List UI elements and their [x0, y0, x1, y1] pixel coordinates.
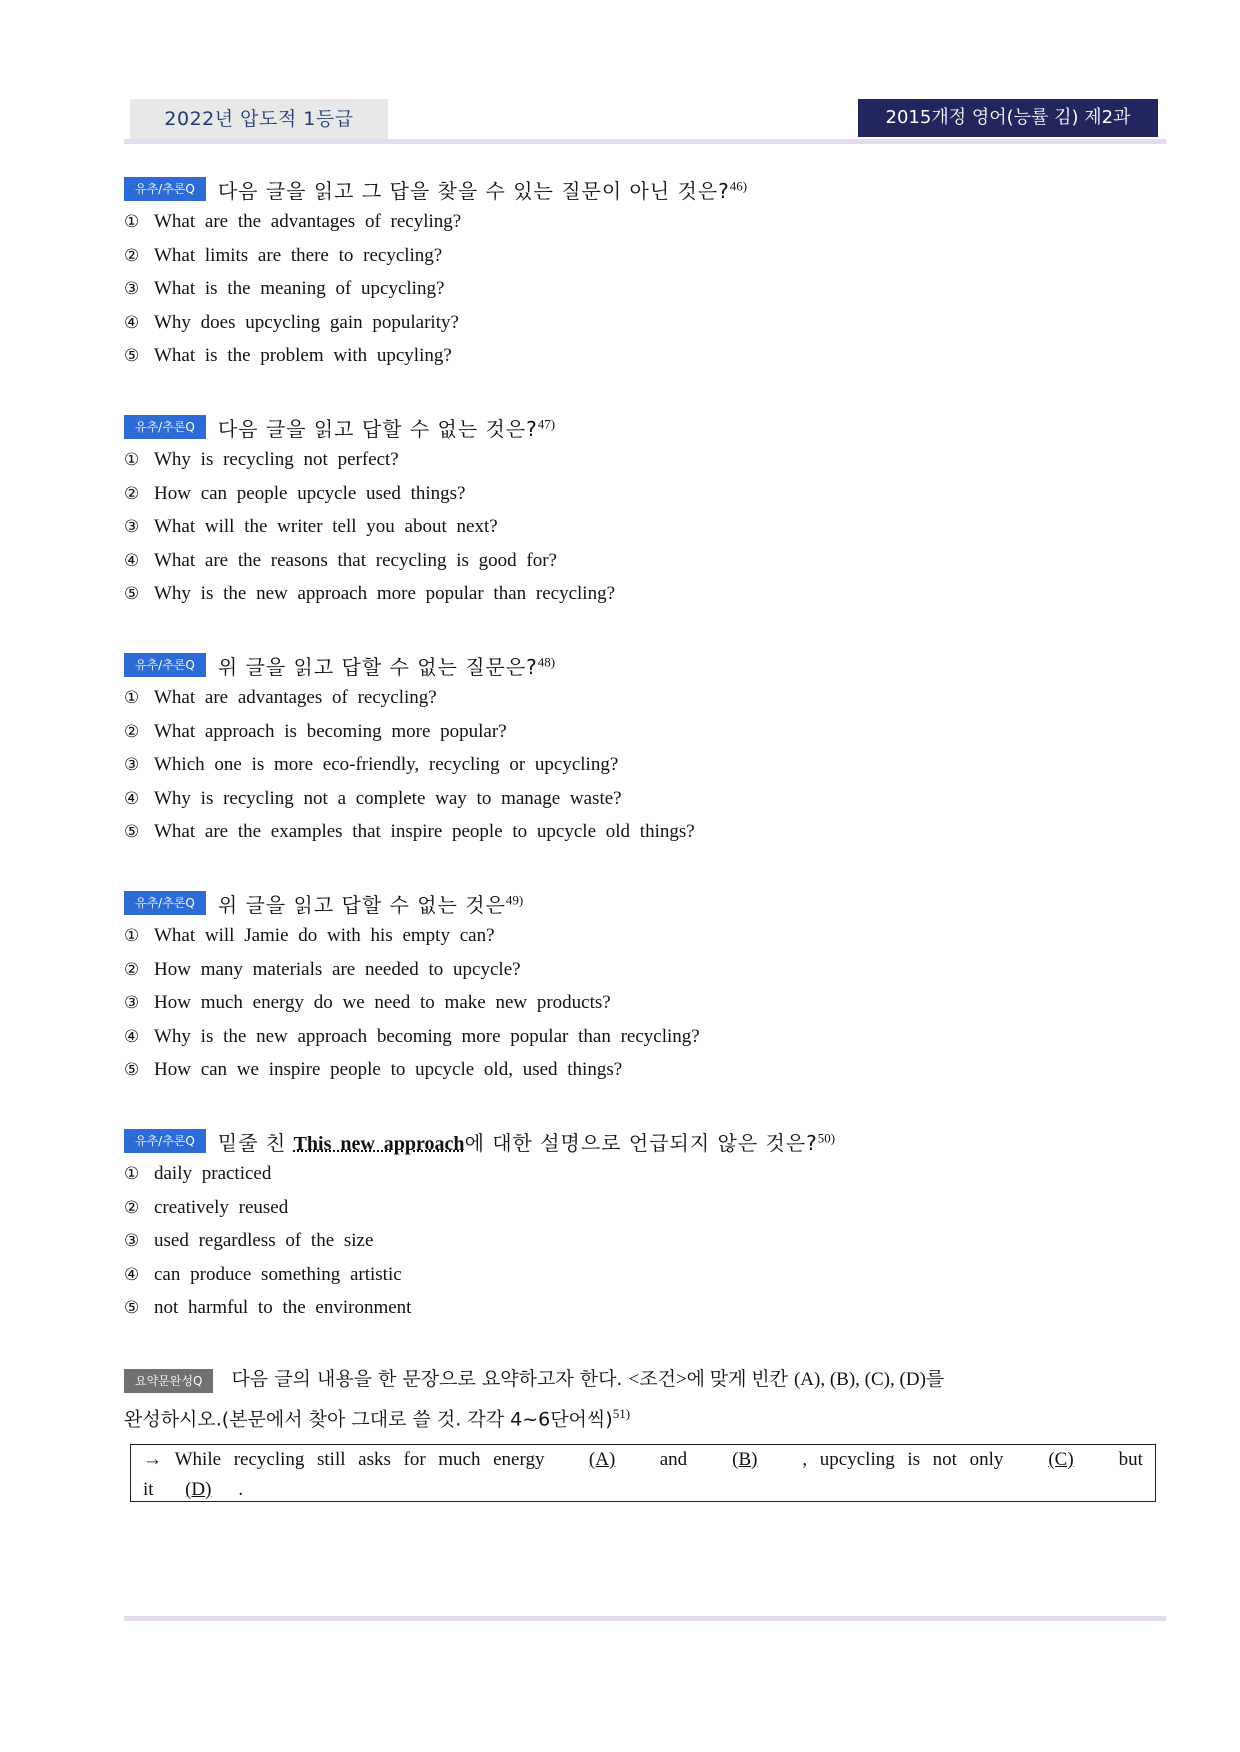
question-51: [124, 1362, 1174, 1436]
option-3[interactable]: ③ What is the meaning of upcycling?: [124, 278, 445, 299]
footnote-ref: 47): [537, 415, 556, 431]
question-header: [124, 1125, 1174, 1157]
question-text: 다음 글을 읽고 답할 수 없는 것은?$^{47)}$: [217, 415, 556, 441]
option-2[interactable]: ② How can people upcycle used things?: [124, 482, 466, 504]
question-text: 다음 글을 읽고 그 답을 찾을 수 있는 질문이 아닌 것은?$^{46)}$: [217, 177, 748, 203]
question-tag: 유추/추론Q: [124, 177, 206, 201]
option-1[interactable]: ① daily practiced: [124, 1163, 272, 1184]
underlined-phrase: This new approach: [293, 1132, 465, 1155]
question-tag: 유추/추론Q: [124, 415, 206, 439]
question-47: [124, 411, 1174, 611]
option-5[interactable]: ⑤ What is the problem with upcyling?: [124, 345, 452, 366]
blank-a[interactable]: (A): [588, 1449, 616, 1470]
option-4[interactable]: ④ can produce something artistic: [124, 1263, 402, 1285]
question-tag: 유추/추론Q: [124, 891, 206, 915]
question-header: [124, 887, 1174, 919]
page-header: [124, 99, 1166, 145]
option-5[interactable]: ⑤ How can we inspire people to upcycle old, used things?: [124, 1059, 623, 1080]
blank-d[interactable]: (D): [185, 1479, 212, 1500]
header-title-right: 2015개정 영어(능률 김) 제2과: [858, 99, 1158, 137]
option-5[interactable]: ⑤ Why is the new approach more popular than recycling?: [124, 583, 616, 604]
option-2[interactable]: ② How many materials are needed to upcycle?: [124, 958, 521, 980]
option-5[interactable]: ⑤ What are the examples that inspire people to upcycle old things?: [124, 821, 695, 842]
option-1[interactable]: ① What are the advantages of recyling?: [124, 211, 462, 232]
question-text: 위 글을 읽고 답할 수 없는 질문은?$^{48)}$: [217, 653, 556, 679]
question-49: [124, 887, 1174, 1087]
footnote-ref: 51): [612, 1406, 631, 1421]
blank-c[interactable]: (C): [1048, 1449, 1074, 1470]
blank-b[interactable]: (B): [732, 1449, 758, 1470]
option-1[interactable]: ① What will Jamie do with his empty can?: [124, 925, 495, 946]
footnote-ref: 49): [505, 891, 524, 907]
question-header: [124, 411, 1174, 443]
summary-answer-box: [130, 1444, 1156, 1502]
question-tag: 유추/추론Q: [124, 1129, 206, 1153]
question-text: 밑줄 친 This new approach에 대한 설명으로 언급되지 않은 것은?$^{50)}$: [217, 1129, 836, 1155]
question-48: [124, 649, 1174, 849]
option-2[interactable]: ② creatively reused: [124, 1196, 289, 1218]
summary-instruction: 요약문완성Q 다음 글의 내용을 한 문장으로 요약하고자 한다. <조건>에 맞게 빈칸 (A), (B), (C), (D)를 완성하시오.(본문에서 찾아 그대로 쓸 것. 각각 4~6단어씩)$^{51)}$: [124, 1368, 945, 1431]
header-divider: [124, 139, 1166, 144]
option-5[interactable]: ⑤ not harmful to the environment: [124, 1297, 412, 1318]
question-tag: 유추/추론Q: [124, 653, 206, 677]
question-header: [124, 649, 1174, 681]
option-2[interactable]: ② What approach is becoming more popular?: [124, 720, 507, 742]
option-3[interactable]: ③ What will the writer tell you about next?: [124, 516, 498, 537]
option-1[interactable]: ① Why is recycling not perfect?: [124, 449, 399, 470]
question-header: [124, 173, 1174, 205]
option-3[interactable]: ③ Which one is more eco-friendly, recycling or upcycling?: [124, 754, 619, 775]
option-4[interactable]: ④ What are the reasons that recycling is good for?: [124, 549, 557, 571]
summary-line-2: it (D) .: [143, 1475, 1143, 1505]
option-3[interactable]: ③ How much energy do we need to make new products?: [124, 992, 611, 1013]
header-title-left: 2022년 압도적 1등급: [130, 99, 388, 139]
option-4[interactable]: ④ Why is the new approach becoming more popular than recycling?: [124, 1025, 700, 1047]
option-4[interactable]: ④ Why does upcycling gain popularity?: [124, 311, 459, 333]
footer-divider: [124, 1616, 1166, 1621]
question-text: 위 글을 읽고 답할 수 없는 것은$^{49)}$: [217, 891, 524, 917]
question-50: [124, 1125, 1174, 1325]
footnote-ref: 50): [817, 1129, 836, 1145]
summary-line-1: → While recycling still asks for much energy (A) and (B) , upcycling is not only (C) but: [143, 1445, 1143, 1475]
footnote-ref: 46): [729, 177, 748, 193]
question-46: [124, 173, 1174, 373]
question-tag: 요약문완성Q: [124, 1369, 213, 1393]
option-2[interactable]: ② What limits are there to recycling?: [124, 244, 443, 266]
option-4[interactable]: ④ Why is recycling not a complete way to manage waste?: [124, 787, 622, 809]
footnote-ref: 48): [537, 653, 556, 669]
option-1[interactable]: ① What are advantages of recycling?: [124, 687, 437, 708]
option-3[interactable]: ③ used regardless of the size: [124, 1230, 374, 1251]
arrow-icon: →: [143, 1449, 162, 1470]
